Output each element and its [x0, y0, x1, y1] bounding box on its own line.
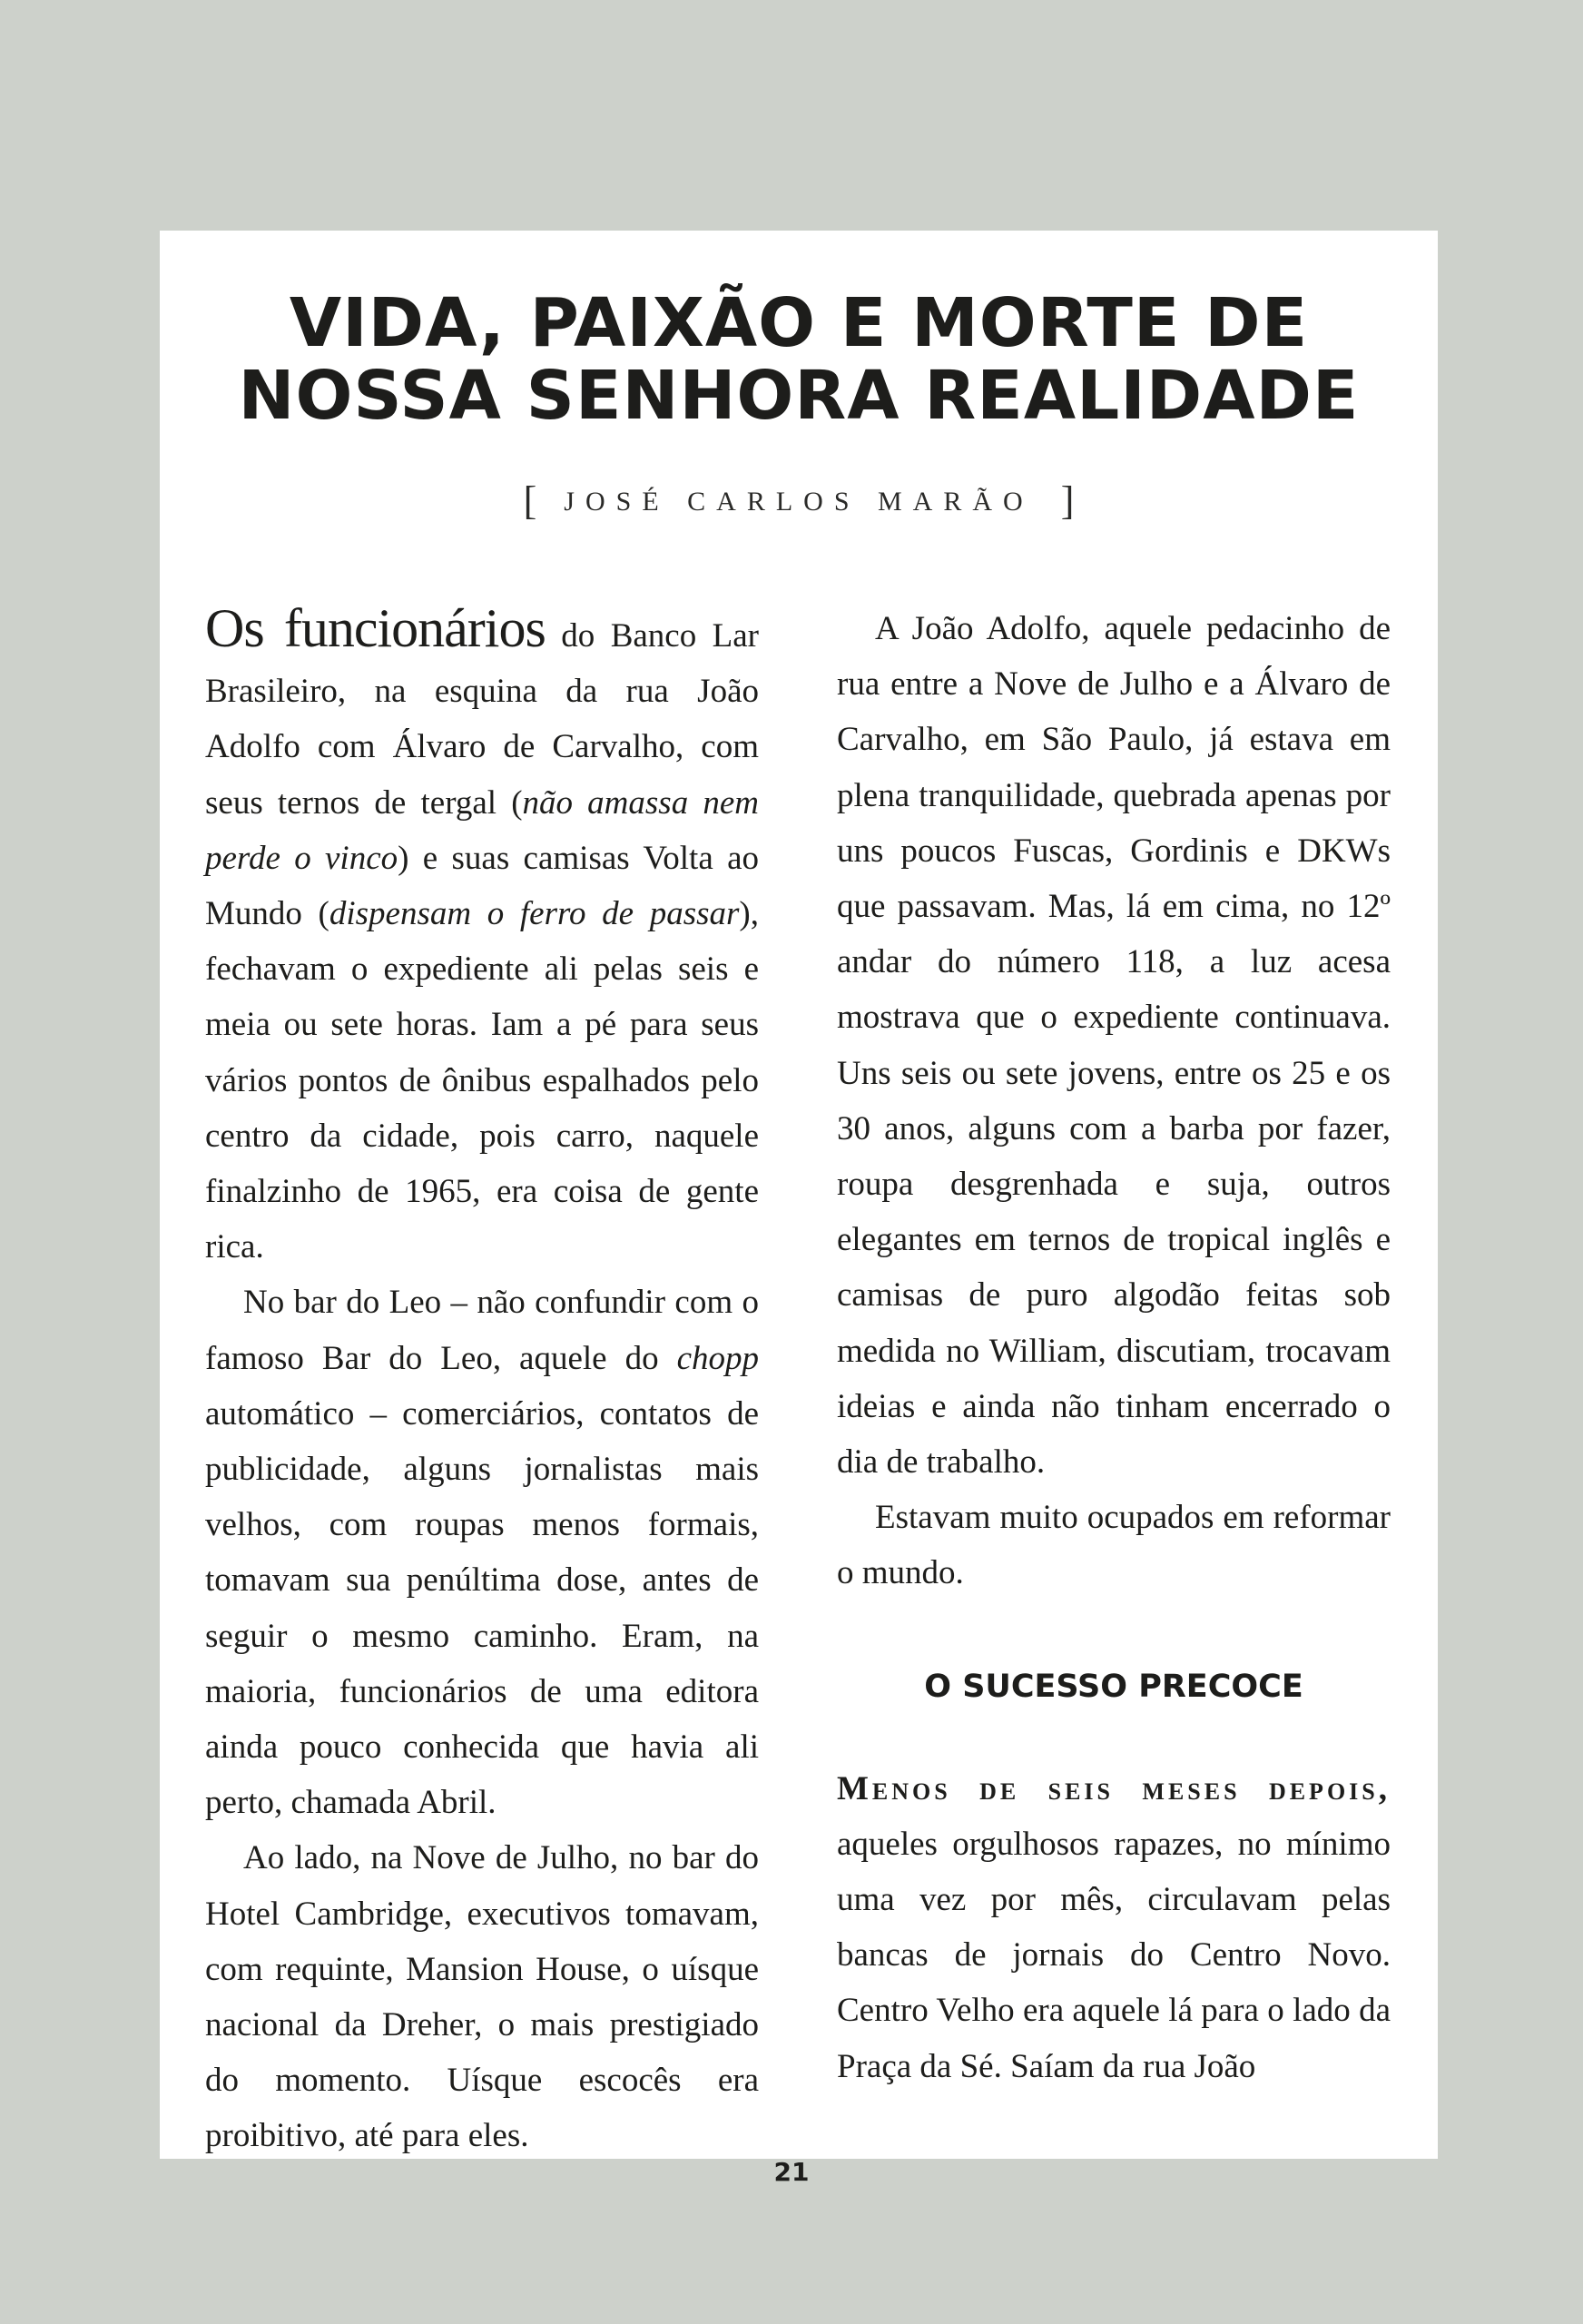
- article-title: [160, 284, 1438, 435]
- paragraph: [205, 598, 760, 1275]
- paragraph: [205, 1275, 759, 1830]
- page-number: 21: [773, 2157, 810, 2187]
- author-byline: [160, 474, 1438, 523]
- author-bracket-open: [: [523, 478, 537, 523]
- text-run: automático – comerciários, contatos de publicidade, alguns jornalistas mais velhos, com roupas menos formais, tomavam sua penúltima dose, antes de seguir o mesmo caminho. Eram, na maioria, funcionários de uma editora ainda pouco conhecida que havia ali perto, chamada Abril.: [205, 1394, 759, 1822]
- text-run: No bar do Leo – não confundir com o famoso Bar do Leo, aquele do: [205, 1284, 759, 1377]
- left-column: [205, 598, 760, 2164]
- author-name: JOSÉ CARLOS MARÃO: [564, 487, 1034, 517]
- lead-in-text: Os funcionários: [205, 598, 546, 658]
- article-title-line-2: NOSSA SENHORA REALIDADE: [238, 357, 1360, 435]
- paragraph: Estavam muito ocupados em reformar o mundo.: [837, 1499, 1391, 1592]
- paragraph: [837, 1761, 1391, 2094]
- text-run: ), fechavam o expediente ali pelas seis e meia ou sete horas. Iam a pé para seus vários pontos de ônibus espalhados pelo centro da cidade, pois carro, naquele finalzinho de 1965, era coisa de gente rica.: [205, 895, 759, 1266]
- text-run: ) e suas camisas Volta ao Mundo (: [205, 839, 760, 933]
- small-caps-lead-in: Menos de seis meses depois,: [837, 1769, 1391, 1807]
- text-run: do Banco Lar Brasileiro, na esquina da rua João Adolfo com Álvaro de Carvalho, com seus ternos de tergal (: [205, 617, 760, 822]
- paragraph: A João Adolfo, aquele pedacinho de rua entre a Nove de Julho e a Álvaro de Carvalho, em São Paulo, já estava em plena tranquilidade, quebrada apenas por uns poucos Fuscas, Gordinis e DKWs que passavam. Mas, lá em cima, no 12º andar do número 118, a luz acesa mostrava que o expediente continuava. Uns seis ou sete jovens, entre os 25 e os 30 anos, alguns com a barba por fazer, roupa desgrenhada e suja, outros elegantes em ternos de tropical inglês e camisas de puro algodão feitas sob medida no William, discutiam, trocavam ideias e ainda não tinham encerrado o dia de trabalho.: [837, 610, 1391, 1482]
- text-run: aqueles orgulhosos rapazes, no mínimo uma vez por mês, circulavam pelas bancas de jornais do Centro Novo. Centro Velho era aquele lá para o lado da Praça da Sé. Saíam da rua João: [837, 1825, 1391, 2085]
- italic-text: não amassa nem perde o vinco: [205, 783, 759, 877]
- italic-text: chopp: [676, 1339, 759, 1377]
- page-panel: [160, 231, 1438, 2159]
- section-heading: O SUCESSO PRECOCE: [924, 1668, 1303, 1705]
- paragraph: Ao lado, na Nove de Julho, no bar do Hotel Cambridge, executivos tomavam, com requinte, Mansion House, o uísque nacional da Dreher, o mais prestigiado do momento. Uísque escocês era proibitivo, até para eles.: [205, 1839, 759, 2155]
- author-bracket-close: ]: [1060, 478, 1075, 523]
- right-column: [837, 601, 1391, 2094]
- italic-text: dispensam o ferro de passar: [329, 895, 740, 933]
- article-title-line-1: VIDA, PAIXÃO E MORTE DE: [289, 284, 1309, 362]
